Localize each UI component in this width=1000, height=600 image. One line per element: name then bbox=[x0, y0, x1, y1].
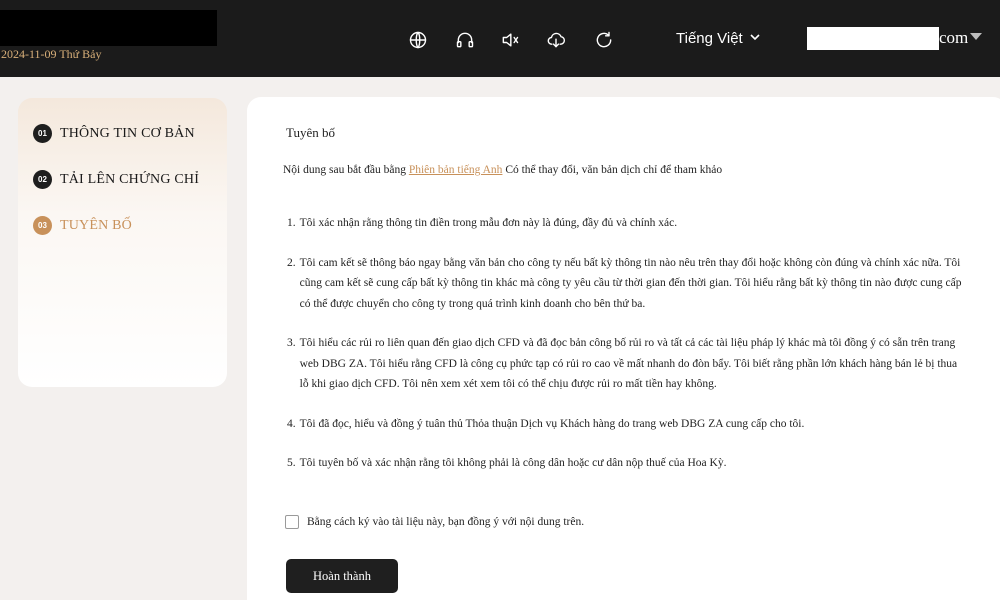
step-sidebar bbox=[18, 98, 227, 387]
agree-label[interactable]: Bằng cách ký vào tài liệu này, bạn đồng ý với nội dung trên. bbox=[307, 516, 585, 528]
list-item bbox=[287, 414, 963, 435]
step-label: THÔNG TIN CƠ BẢN bbox=[60, 125, 195, 141]
item-number: 5. bbox=[287, 457, 296, 469]
mute-speaker-icon[interactable] bbox=[499, 29, 521, 51]
step-upload-certificate[interactable] bbox=[33, 170, 199, 189]
item-number: 1. bbox=[287, 217, 296, 229]
intro-suffix: Có thể thay đổi, văn bản dịch chỉ để tham khảo bbox=[505, 164, 723, 176]
item-text: Tôi đã đọc, hiểu và đồng ý tuân thủ Thỏa thuận Dịch vụ Khách hàng do trang web DBG ZA cung cấp cho tôi. bbox=[299, 417, 805, 430]
english-version-link[interactable]: Phiên bản tiếng Anh bbox=[408, 164, 503, 176]
item-number: 2. bbox=[287, 256, 296, 269]
list-item bbox=[287, 453, 963, 474]
agree-checkbox[interactable] bbox=[285, 515, 299, 529]
step-declaration[interactable] bbox=[33, 216, 132, 235]
step-number: 02 bbox=[33, 170, 52, 189]
top-header bbox=[0, 0, 1000, 77]
logo-redacted[interactable] bbox=[0, 10, 217, 46]
item-number: 3. bbox=[287, 337, 296, 349]
list-item bbox=[287, 333, 963, 395]
account-email-redacted[interactable] bbox=[807, 27, 939, 50]
page-title: Tuyên bố bbox=[286, 125, 336, 140]
complete-button[interactable]: Hoàn thành bbox=[286, 559, 398, 593]
step-basic-info[interactable] bbox=[33, 124, 195, 143]
item-text: Tôi tuyên bố và xác nhận rằng tôi không phải là công dân hoặc cư dân nộp thuế của Hoa Kỳ. bbox=[299, 457, 727, 469]
declaration-panel bbox=[247, 97, 1000, 600]
chevron-down-icon bbox=[749, 30, 761, 47]
language-label: Tiếng Việt bbox=[676, 30, 743, 47]
item-text: Tôi xác nhận rằng thông tin điền trong mẫu đơn này là đúng, đầy đủ và chính xác. bbox=[299, 217, 678, 229]
language-selector[interactable] bbox=[676, 30, 761, 47]
cloud-download-icon[interactable] bbox=[545, 29, 567, 51]
step-number: 03 bbox=[33, 216, 52, 235]
caret-down-icon[interactable] bbox=[970, 33, 982, 40]
step-number: 01 bbox=[33, 124, 52, 143]
account-email-suffix[interactable]: com bbox=[939, 28, 969, 47]
refresh-icon[interactable] bbox=[593, 29, 615, 51]
list-item bbox=[287, 213, 963, 234]
step-label: TUYÊN BỐ bbox=[60, 217, 132, 233]
agreement-row[interactable] bbox=[285, 515, 584, 529]
step-label: TẢI LÊN CHỨNG CHỈ bbox=[60, 171, 200, 187]
headset-icon[interactable] bbox=[454, 29, 476, 51]
globe-icon[interactable] bbox=[407, 29, 429, 51]
item-text: Tôi hiểu các rủi ro liên quan đến giao dịch CFD và đã đọc bản công bố rủi ro và tất cả các tài liệu pháp lý khác mà tôi đồng ý có sẵn trên trang web DBG ZA. Tôi hiểu rằng CFD là công cụ phức tạp có rủi ro cao về mất nhanh do đòn bẩy. Tôi biết rằng phần lớn khách hàng bán lẻ bị thua lỗ khi giao dịch CFD. Tôi nên xem xét xem tôi có thể chịu được rủi ro mất tiền hay không. bbox=[299, 337, 958, 390]
item-number: 4. bbox=[287, 417, 296, 430]
declaration-list bbox=[287, 213, 963, 493]
header-date: 2024-11-09 Thứ Bảy bbox=[1, 47, 102, 61]
item-text: Tôi cam kết sẽ thông báo ngay bằng văn bản cho công ty nếu bất kỳ thông tin nào nêu trên thay đổi hoặc không còn đúng và chính xác nữa. Tôi cũng cam kết sẽ cung cấp bất kỳ thông tin khác mà công ty yêu cầu từ thời gian đến thời gian. Tôi hiểu rằng bất kỳ thông tin nào được cung cấp có thể được chuyển cho công ty trong quá trình kinh doanh cho bên thứ ba. bbox=[299, 256, 962, 310]
list-item bbox=[287, 253, 963, 315]
translation-notice bbox=[283, 164, 722, 176]
intro-prefix: Nội dung sau bắt đầu bằng bbox=[283, 164, 406, 176]
